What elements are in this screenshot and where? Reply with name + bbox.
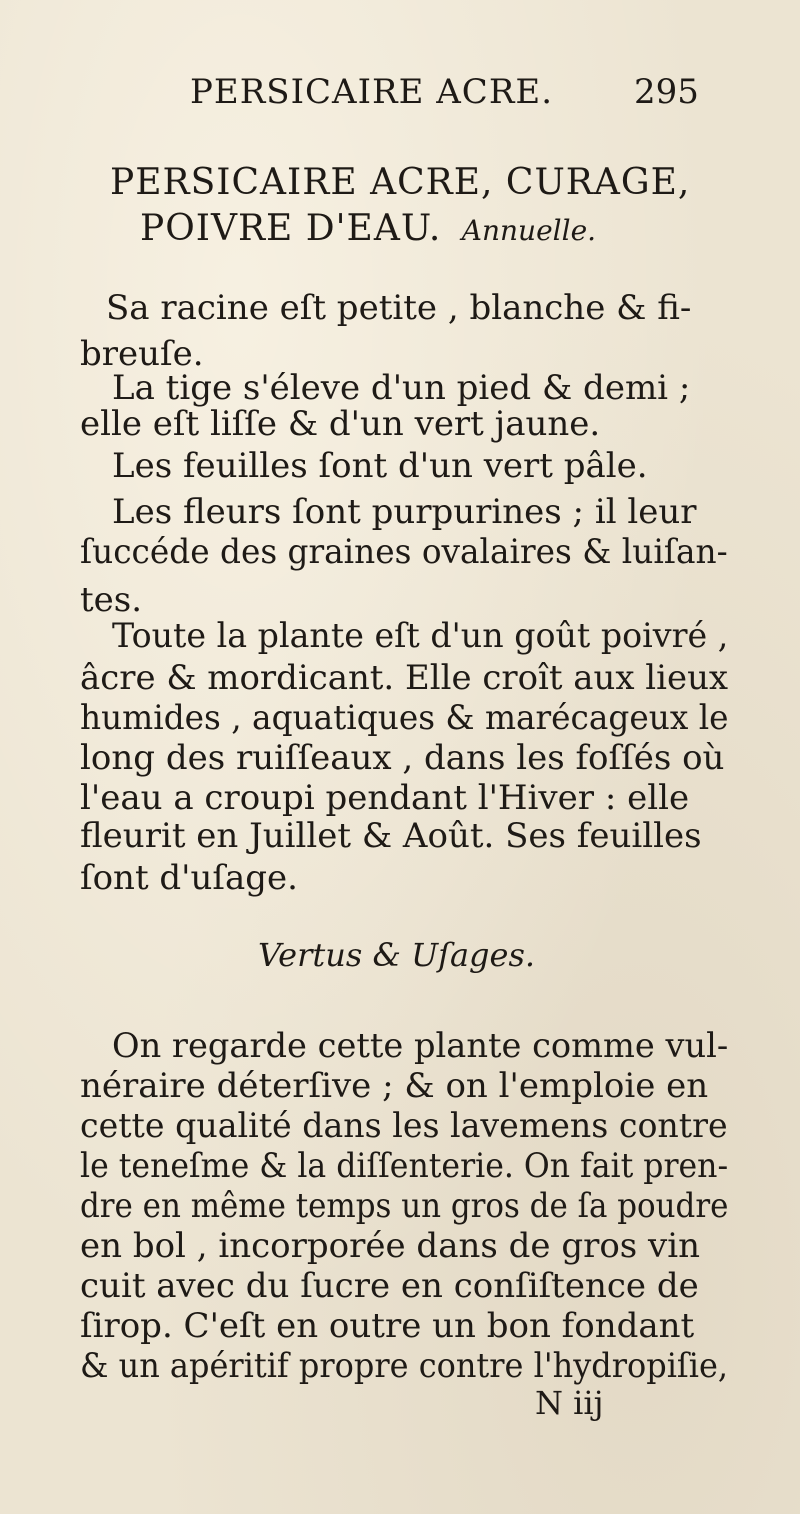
page-number: 295: [634, 72, 699, 112]
text-line: fleurit en Juillet & Août. Ses feuilles: [80, 816, 702, 856]
text-line: breuſe.: [80, 334, 204, 374]
text-line: l'eau a croupi pendant l'Hiver : elle: [80, 778, 690, 818]
entry-title-line-1: PERSICAIRE ACRE, CURAGE,: [110, 162, 691, 203]
text-line: ſuccéde des graines ovalaires & luiſan-: [80, 532, 728, 572]
text-line: Sa racine eſt petite , blanche & fi-: [106, 288, 692, 328]
running-head: PERSICAIRE ACRE.: [190, 72, 554, 112]
entry-title-text: POIVRE D'EAU.: [140, 208, 442, 249]
text-line: ſirop. C'eſt en outre un bon fondant: [80, 1306, 695, 1346]
text-line: dre en même temps un gros de ſa poudre: [80, 1186, 729, 1226]
text-line: le teneſme & la diſſenterie. On fait pren-: [80, 1146, 729, 1186]
section-heading: Vertus & Uſages.: [258, 936, 536, 974]
text-line: On regarde cette plante comme vul-: [112, 1026, 729, 1066]
text-line: en bol , incorporée dans de gros vin: [80, 1226, 701, 1266]
signature-mark: N iij: [535, 1384, 604, 1422]
text-line: La tige s'éleve d'un pied & demi ;: [112, 368, 691, 408]
text-line: néraire déterſive ; & on l'emploie en: [80, 1066, 709, 1106]
annual-label: Annuelle.: [461, 214, 597, 247]
text-line: humides , aquatiques & marécageux le: [80, 698, 729, 738]
text-line: âcre & mordicant. Elle croît aux lieux: [80, 658, 729, 698]
text-line: elle eſt liſſe & d'un vert jaune.: [80, 404, 601, 444]
text-line: & un apéritif propre contre l'hydropiſie,: [80, 1346, 729, 1386]
entry-title-line-2: [140, 208, 596, 249]
text-line: ſont d'uſage.: [80, 858, 298, 898]
text-line: cuit avec du ſucre en conſiſtence de: [80, 1266, 699, 1306]
text-line: tes.: [80, 580, 143, 620]
text-line: Les feuilles ſont d'un vert pâle.: [112, 446, 648, 486]
text-line: Toute la plante eſt d'un goût poivré ,: [112, 616, 729, 656]
text-line: long des ruiſſeaux , dans les foſſés où: [80, 738, 725, 778]
text-line: cette qualité dans les lavemens contre: [80, 1106, 728, 1146]
text-line: Les fleurs ſont purpurines ; il leur: [112, 492, 697, 532]
